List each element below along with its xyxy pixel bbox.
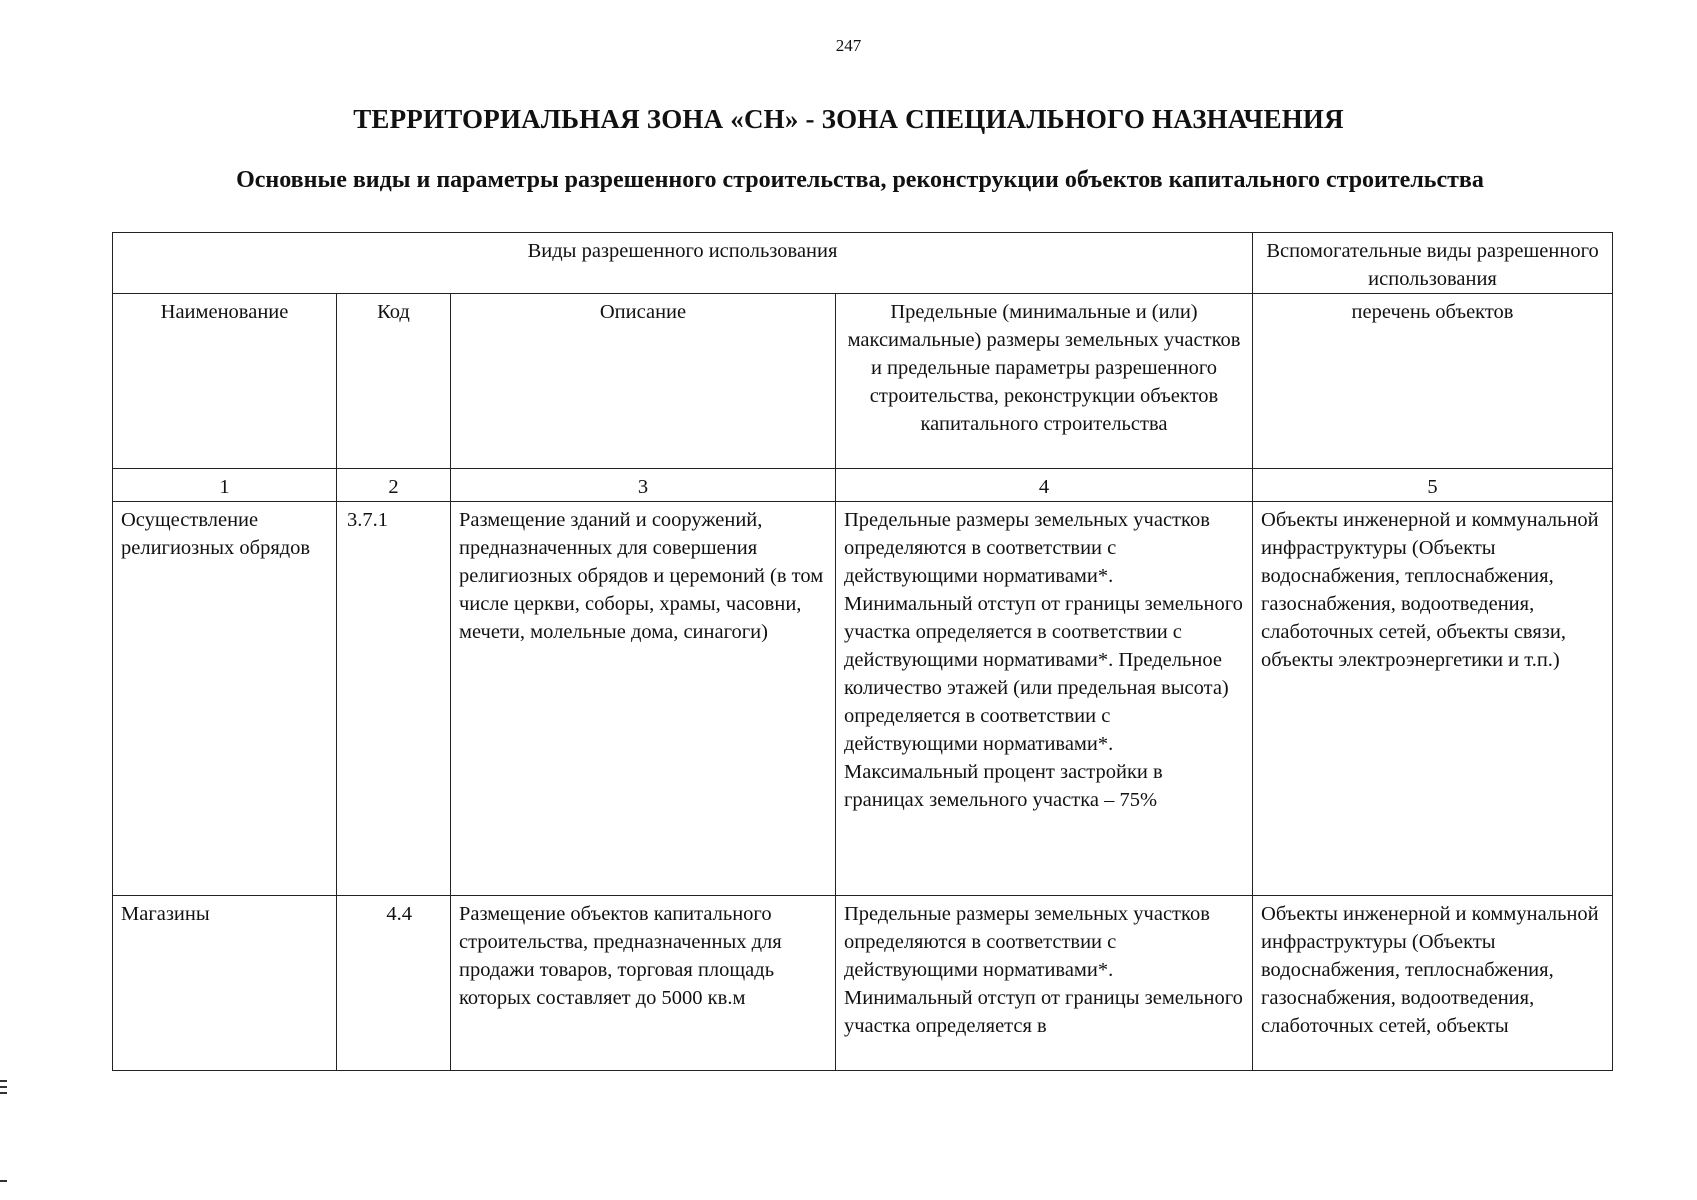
- row-limits: Предельные размеры земельных участков определяются в соответствии с действующими нормативами*. Минимальный отступ от границы земельного участка определяется в соответствии с действующими нормативами*. Предельное количество этажей (или предельная высота) определяется в соответствии с действующими нормативами*. Максимальный процент застройки в границах земельного участка – 75%: [836, 502, 1253, 896]
- margin-mark: [0, 1092, 7, 1094]
- margin-mark: [0, 1086, 7, 1088]
- column-number: 5: [1253, 469, 1613, 502]
- column-header-code: Код: [337, 294, 451, 469]
- row-code: 3.7.1: [337, 502, 451, 896]
- row-limits: Предельные размеры земельных участков определяются в соответствии с действующими нормативами*. Минимальный отступ от границы земельного участка определяется в: [836, 896, 1253, 1071]
- row-description: Размещение зданий и сооружений, предназначенных для совершения религиозных обрядов и церемоний (в том числе церкви, соборы, храмы, часовни, мечети, молельные дома, синагоги): [451, 502, 836, 896]
- column-header-row: [113, 294, 1613, 469]
- row-objects: Объекты инженерной и коммунальной инфраструктуры (Объекты водоснабжения, теплоснабжения, газоснабжения, водоотведения, слаботочных сетей, объекты связи, объекты электроэнергетики и т.п.): [1253, 502, 1613, 896]
- group-header-main: Виды разрешенного использования: [113, 233, 1253, 294]
- column-number: 4: [836, 469, 1253, 502]
- table-row: [113, 502, 1613, 896]
- column-number: 1: [113, 469, 337, 502]
- column-number-row: [113, 469, 1613, 502]
- table-row: [113, 896, 1613, 1071]
- zone-title: ТЕРРИТОРИАЛЬНАЯ ЗОНА «СН» - ЗОНА СПЕЦИАЛЬНОГО НАЗНАЧЕНИЯ: [353, 104, 1344, 134]
- margin-mark: [0, 1080, 7, 1082]
- margin-mark: [0, 1180, 7, 1182]
- group-header-auxiliary: Вспомогательные виды разрешенного использования: [1253, 233, 1613, 294]
- row-name: Магазины: [113, 896, 337, 1071]
- row-description: Размещение объектов капитального строительства, предназначенных для продажи товаров, торговая площадь которых составляет до 5000 кв.м: [451, 896, 836, 1071]
- column-number: 3: [451, 469, 836, 502]
- group-header-row: [113, 233, 1613, 294]
- row-objects: Объекты инженерной и коммунальной инфраструктуры (Объекты водоснабжения, теплоснабжения, газоснабжения, водоотведения, слаботочных сетей, объекты: [1253, 896, 1613, 1071]
- column-header-description: Описание: [451, 294, 836, 469]
- section-title: Основные виды и параметры разрешенного строительства, реконструкции объектов капитального строительства: [236, 167, 1484, 193]
- row-name: Осуществление религиозных обрядов: [113, 502, 337, 896]
- row-code: 4.4: [337, 896, 451, 1071]
- zone-regulations-table: [112, 232, 1613, 1071]
- column-header-objects: перечень объектов: [1253, 294, 1613, 469]
- column-number: 2: [337, 469, 451, 502]
- page-number: 247: [835, 36, 862, 55]
- column-header-limits: Предельные (минимальные и (или) максимальные) размеры земельных участков и предельные параметры разрешенного строительства, реконструкции объектов капитального строительства: [836, 294, 1253, 469]
- column-header-name: Наименование: [113, 294, 337, 469]
